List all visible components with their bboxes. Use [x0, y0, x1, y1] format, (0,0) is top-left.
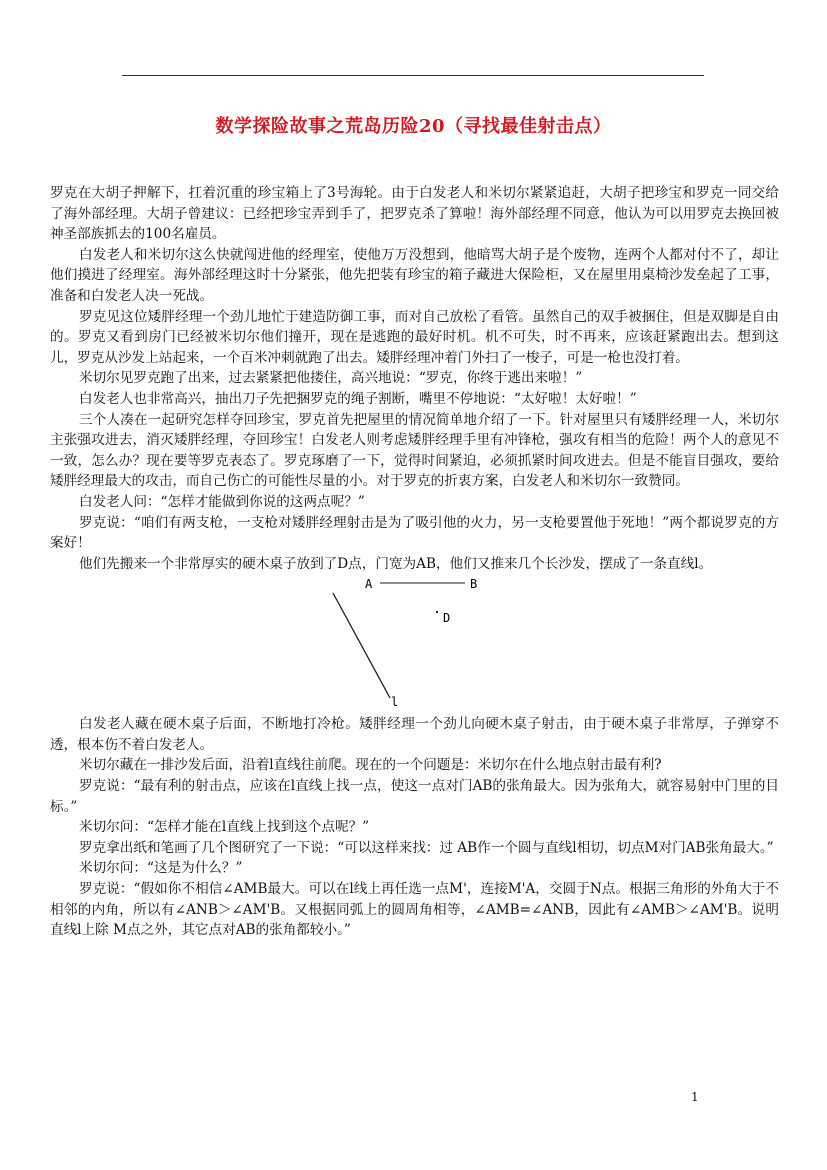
paragraph: 罗克见这位矮胖经理一个劲儿地忙于建造防御工事，而对自己放松了看管。虽然自己的双手被捆住，但是双脚是自由的。罗克又看到房门已经被米切尔他们撞开，现在是逃跑的最好时机。机不可失，时不再来，应该赶紧跑出去。想到这儿，罗克从沙发上站起来，一个百米冲刺就跑了出去。矮胖经理冲着门外扫了一梭子，可是一枪也没打着。	[50, 308, 779, 366]
page-number: 1	[691, 1090, 699, 1104]
line-l	[333, 593, 390, 698]
paragraph: 白发老人也非常高兴，抽出刀子先把捆罗克的绳子割断，嘴里不停地说：“太好啦！太好啦！”	[79, 390, 637, 407]
label-a: A	[365, 577, 373, 592]
paragraph: 罗克说：“假如你不相信∠AMB最大。可以在l线上再任选一点M'，连接M'A，交圆于N点。根据三角形的外角大于不相邻的内角，所以有∠ANB＞∠AM'B。又根据同弧上的圆周角相等，∠AMB=∠ANB，因此有∠AMB＞∠AM'B。说明直线l上除 M点之外，其它点对AB的张角都较小。”	[50, 881, 779, 939]
paragraph: 白发老人藏在硬木桌子后面，不断地打冷枪。矮胖经理一个劲儿向硬木桌子射击，由于硬木桌子非常厚，子弹穿不透，根本伤不着白发老人。	[50, 716, 779, 753]
paragraph: 罗克拿出纸和笔画了几个图研究了一下说：“可以这样来找：过 AB作一个圆与直线l相切，切点M对门AB张角最大。”	[79, 839, 774, 856]
paragraph: 白发老人问：“怎样才能做到你说的这两点呢？”	[79, 493, 365, 510]
paragraph: 米切尔见罗克跑了出来，过去紧紧把他搂住，高兴地说：“罗克，你终于逃出来啦！”	[79, 370, 583, 387]
paragraph: 三个人凑在一起研究怎样夺回珍宝，罗克首先把屋里的情况简单地介绍了一下。针对屋里只有矮胖经理一人，米切尔主张强攻进去，消灭矮胖经理，夺回珍宝！白发老人则考虑矮胖经理手里有冲锋枪，强攻有相当的危险！两个人的意见不一致，怎么办？现在要等罗克表态了。罗克琢磨了一下，觉得时间紧迫，必须抓紧时间攻进去。但是不能盲目强攻，要给矮胖经理最大的攻击，而自己伤亡的可能性尽量的小。对于罗克的折衷方案，白发老人和米切尔一致赞同。	[50, 411, 779, 490]
paragraph: 米切尔问：“怎样才能在l直线上找到这个点呢？”	[79, 819, 370, 836]
paragraph: 米切尔藏在一排沙发后面，沿着l直线往前爬。现在的一个问题是：米切尔在什么地点射击最有利?	[79, 757, 662, 774]
figure-svg	[320, 576, 560, 716]
paragraphs-after-figure	[50, 714, 779, 941]
paragraph: 他们先搬来一个非常厚实的硬木桌子放到了D点，门宽为AB，他们又推来几个长沙发，摆成了一条直线l。	[79, 555, 713, 572]
point-d	[436, 611, 438, 613]
label-d: D	[443, 611, 451, 626]
paragraphs-before-figure	[50, 183, 779, 574]
label-b: B	[470, 577, 478, 592]
header-rule	[122, 75, 704, 76]
paragraph: 罗克说：“咱们有两支枪，一支枪对矮胖经理射击是为了吸引他的火力，另一支枪要置他于死地！”两个都说罗克的方案好！	[50, 514, 779, 552]
paragraph: 罗克在大胡子押解下，扛着沉重的珍宝箱上了3号海轮。由于白发老人和米切尔紧紧追赶，大胡子把珍宝和罗克一同交给了海外部经理。大胡子曾建议：已经把珍宝弄到手了，把罗克杀了算啦！海外部经理不同意，他认为可以用罗克去换回被神圣部族抓去的100名雇员。	[50, 185, 779, 243]
document-title: 数学探险故事之荒岛历险20（寻找最佳射击点）	[215, 116, 612, 137]
paragraph: 米切尔问：“这是为什么？”	[79, 860, 243, 877]
paragraph: 罗克说：“最有利的射击点，应该在l直线上找一点，使这一点对门AB的张角最大。因为张角大，就容易射中门里的目标。”	[50, 778, 779, 815]
label-l: l	[391, 695, 399, 710]
paragraph: 白发老人和米切尔这么快就闯进他的经理室，使他万万没想到，他暗骂大胡子是个废物，连两个人都对付不了，却让他们摸进了经理室。海外部经理这时十分紧张，他先把装有珍宝的箱子藏进大保险柜，又在屋里用桌椅沙发垒起了工事，准备和白发老人决一死战。	[50, 246, 779, 304]
document-body	[50, 183, 779, 941]
geometry-figure	[50, 574, 779, 714]
